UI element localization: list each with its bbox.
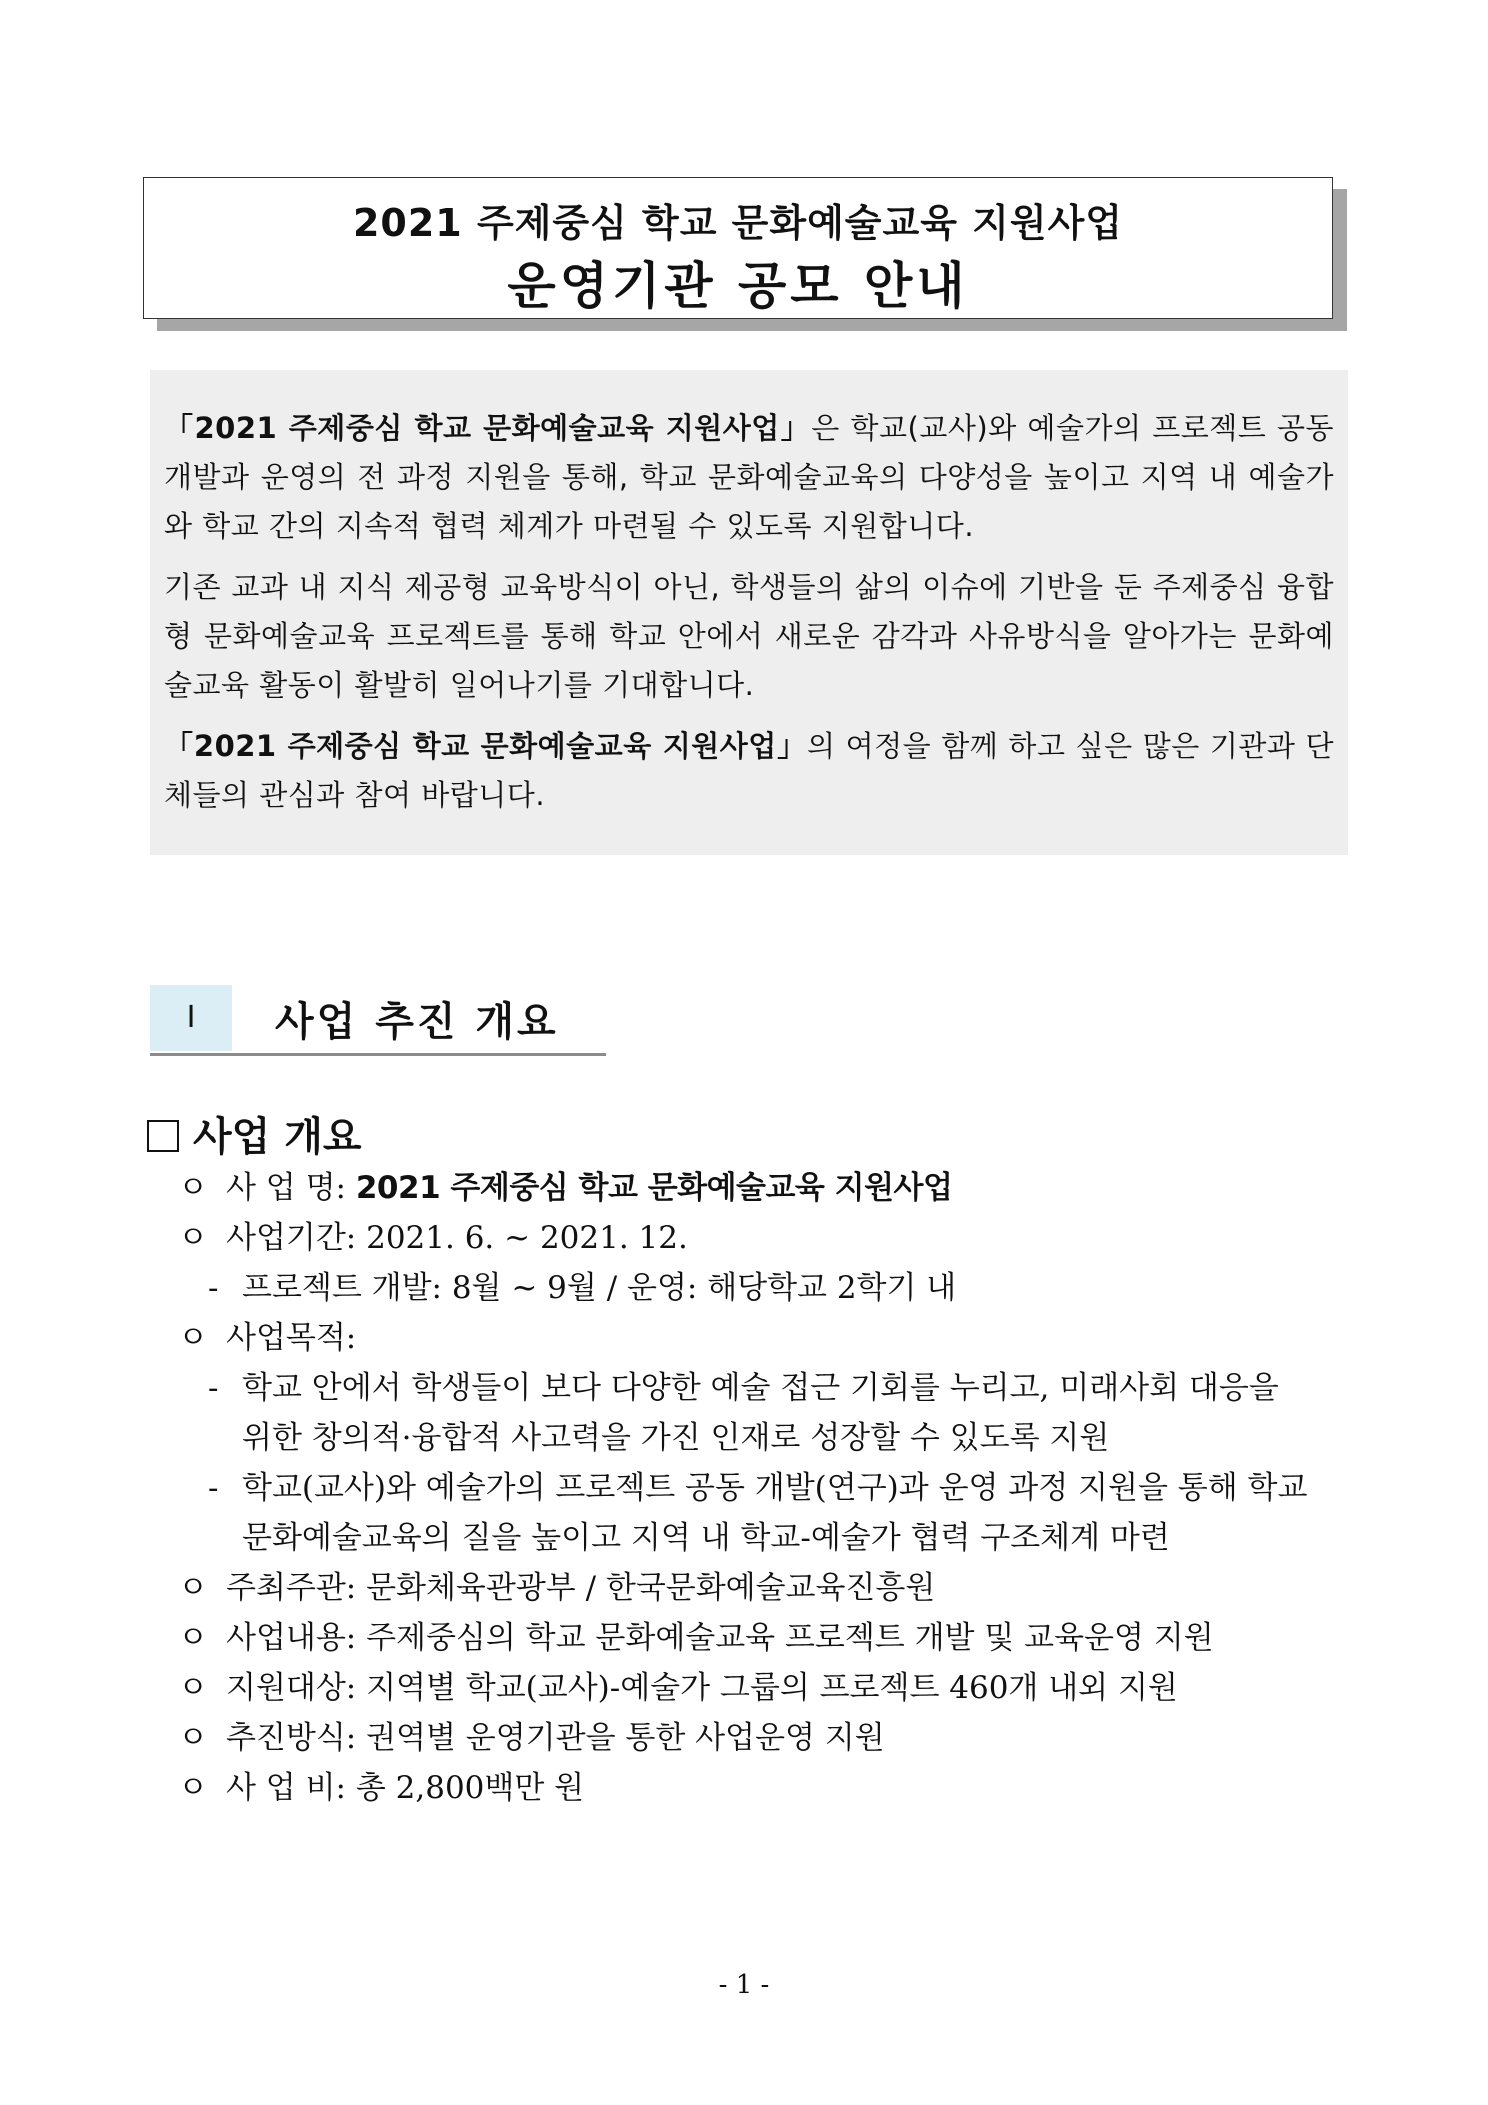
list-item [178, 1162, 952, 1207]
sub-item-text: 학교 안에서 학생들이 보다 다양한 예술 접근 기회를 누리고, 미래사회 대응을 [242, 1370, 1279, 1406]
item-value: 2021 주제중심 학교 문화예술교육 지원사업 [355, 1170, 953, 1206]
item-value: 권역별 운영기관을 통한 사업운영 지원 [366, 1720, 885, 1756]
item-label: 사업기간: [226, 1220, 367, 1256]
item-label: 주최주관: [226, 1570, 367, 1606]
sub-item-text: 학교(교사)와 예술가의 프로젝트 공동 개발(연구)과 운영 과정 지원을 통해 학교 [242, 1470, 1308, 1506]
intro-paragraph-3-text: 의 여정을 함께 하고 싶은 많은 기관과 단체들의 관심과 참여 바랍니다. [164, 729, 1334, 812]
section-title: 사업 추진 개요 [275, 999, 559, 1045]
intro-box [150, 370, 1348, 855]
section-number: Ⅰ [150, 985, 232, 1051]
circle-bullet-icon: ㅇ [178, 1770, 208, 1806]
document-title: 2021 주제중심 학교 문화예술교육 지원사업 [352, 201, 1123, 245]
item-value: 주제중심의 학교 문화예술교육 프로젝트 개발 및 교육운영 지원 [366, 1620, 1214, 1656]
intro-paragraph-1 [164, 404, 1334, 551]
document-subtitle: 운영기관 공모 안내 [507, 257, 969, 315]
item-label: 사업목적: [226, 1320, 357, 1356]
list-item [178, 1612, 1214, 1657]
intro-project-name-2: 「2021 주제중심 학교 문화예술교육 지원사업」 [164, 729, 808, 763]
sub-item [208, 1362, 1279, 1407]
intro-project-name: 「2021 주제중심 학교 문화예술교육 지원사업」 [164, 411, 812, 445]
title-frame [143, 177, 1333, 319]
list-item [178, 1662, 1178, 1707]
list-item [178, 1562, 935, 1607]
item-label: 추진방식: [226, 1720, 367, 1756]
item-value: 문화체육관광부 / 한국문화예술교육진흥원 [366, 1570, 936, 1606]
item-label: 사 업 명: [226, 1170, 356, 1206]
item-value: 총 2,800백만 원 [355, 1770, 585, 1806]
list-item [178, 1212, 688, 1257]
sub-item-continuation: 문화예술교육의 질을 높이고 지역 내 학교-예술가 협력 구조체계 마련 [242, 1520, 1170, 1556]
circle-bullet-icon: ㅇ [178, 1170, 208, 1206]
dash-bullet-icon: - [208, 1270, 219, 1306]
list-item [178, 1712, 885, 1757]
checkbox-square-icon [147, 1120, 179, 1152]
intro-paragraph-2: 기존 교과 내 지식 제공형 교육방식이 아닌, 학생들의 삶의 이슈에 기반을 둔 주제중심 융합형 문화예술교육 프로젝트를 통해 학교 안에서 새로운 감각과 사유방식을 알아가는 문화예술교육 활동이 활발히 일어나기를 기대합니다. [164, 570, 1334, 702]
sub-item-continuation: 위한 창의적·융합적 사고력을 가진 인재로 성장할 수 있도록 지원 [242, 1420, 1110, 1456]
dash-bullet-icon: - [208, 1470, 219, 1506]
intro-paragraph-3 [164, 722, 1334, 820]
list-item [178, 1762, 584, 1807]
list-item [178, 1312, 356, 1357]
item-value: 2021. 6. ~ 2021. 12. [366, 1220, 688, 1256]
sub-item [208, 1462, 1307, 1507]
circle-bullet-icon: ㅇ [178, 1570, 208, 1606]
circle-bullet-icon: ㅇ [178, 1320, 208, 1356]
circle-bullet-icon: ㅇ [178, 1670, 208, 1706]
title-box [143, 177, 1333, 319]
circle-bullet-icon: ㅇ [178, 1720, 208, 1756]
item-label: 사 업 비: [226, 1770, 356, 1806]
overview-heading [147, 1105, 362, 1162]
item-label: 지원대상: [226, 1670, 367, 1706]
overview-heading-text: 사업 개요 [193, 1114, 362, 1160]
sub-item [208, 1262, 956, 1307]
section-underline [150, 1053, 606, 1056]
item-label: 사업내용: [226, 1620, 367, 1656]
page-number: - 1 - [718, 1970, 770, 2000]
item-value: 지역별 학교(교사)-예술가 그룹의 프로젝트 460개 내외 지원 [366, 1670, 1178, 1706]
circle-bullet-icon: ㅇ [178, 1620, 208, 1656]
dash-bullet-icon: - [208, 1370, 219, 1406]
sub-item-text: 프로젝트 개발: 8월 ~ 9월 / 운영: 해당학교 2학기 내 [242, 1270, 957, 1306]
intro-paragraph-1-text: 은 학교(교사)와 예술가의 프로젝트 공동 개발과 운영의 전 과정 지원을 통해, 학교 문화예술교육의 다양성을 높이고 지역 내 예술가와 학교 간의 지속적 협력 체계가 마련될 수 있도록 지원합니다. [164, 411, 1334, 543]
circle-bullet-icon: ㅇ [178, 1220, 208, 1256]
